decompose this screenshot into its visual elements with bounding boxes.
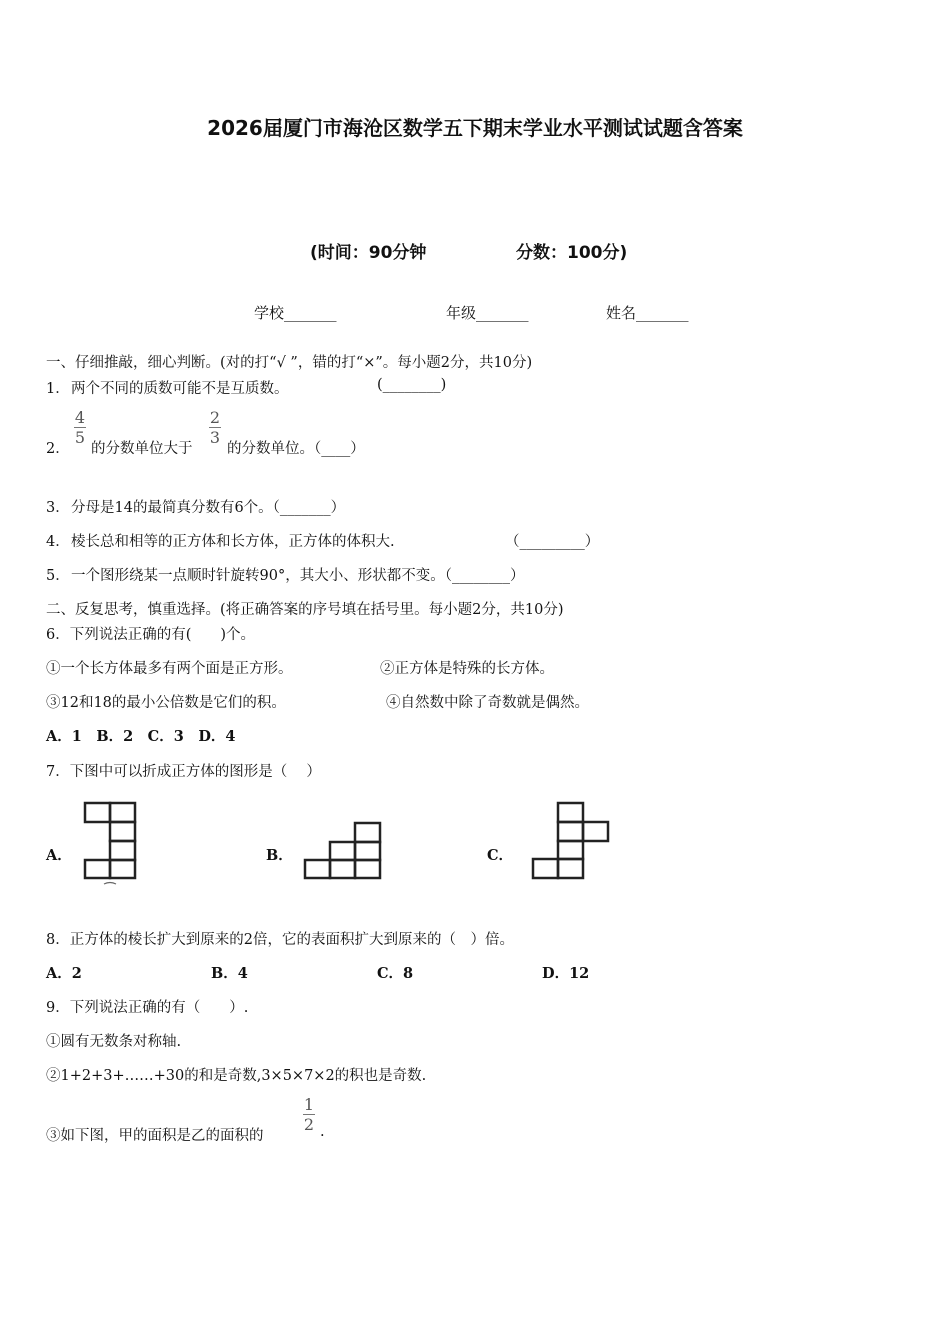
net-square <box>330 842 355 860</box>
net-square <box>330 860 355 878</box>
net-square <box>110 860 135 878</box>
q2-number: 2． <box>46 441 70 457</box>
q8-option-d: D．12 <box>542 965 590 982</box>
net-square <box>355 823 380 842</box>
q4-number: 4． <box>46 534 70 550</box>
q7-option-c-label: C． <box>487 847 514 864</box>
q9-fraction <box>302 1096 316 1135</box>
q3-text: 分母是14的最简真分数有6个。（_______） <box>71 500 346 516</box>
scan-mark <box>104 883 116 885</box>
q9-statement-2: ②1+2+3+……+30的和是奇数,3×5×7×2的积也是奇数. <box>46 1068 427 1084</box>
q9-stem: 9．下列说法正确的有（ ）. <box>46 1000 249 1016</box>
fraction-denominator: 3 <box>209 428 221 447</box>
net-square <box>583 822 608 841</box>
q6-stem: 6．下列说法正确的有( )个。 <box>46 627 256 643</box>
q7-option-b-label: B． <box>266 847 293 864</box>
school-field: 学校_______ <box>254 304 337 322</box>
q8-option-c: C．8 <box>377 965 414 982</box>
q2-text-mid: 的分数单位大于 <box>91 441 193 457</box>
section1-heading: 一、仔细推敲，细心判断。(对的打“√ ”，错的打“×”。每小题2分，共10分) <box>46 355 533 371</box>
q6-statement-3: ③12和18的最小公倍数是它们的积。 <box>46 695 286 711</box>
net-square <box>558 822 583 841</box>
page-title: 2026届厦门市海沧区数学五下期末学业水平测试试题含答案 <box>207 116 743 140</box>
q1-text: 两个不同的质数可能不是互质数。 <box>71 381 289 397</box>
q8-option-b: B．4 <box>211 965 248 982</box>
q4-blank: （_________） <box>505 534 600 550</box>
q9-statement-1: ①圆有无数条对称轴. <box>46 1034 182 1050</box>
net-square <box>110 841 135 860</box>
net-square <box>355 842 380 860</box>
q5-number: 5． <box>46 568 70 584</box>
q9-statement-3: ③如下图，甲的面积是乙的面积的 <box>46 1128 264 1144</box>
fraction-numerator: 1 <box>303 1095 315 1114</box>
net-square <box>85 860 110 878</box>
fraction-denominator: 5 <box>74 428 86 447</box>
q6-statement-4: ④自然数中除了奇数就是偶然。 <box>386 695 589 711</box>
net-square <box>355 860 380 878</box>
q2-fraction-2 <box>208 409 222 448</box>
q2-fraction-1 <box>73 409 87 448</box>
net-square <box>558 803 583 822</box>
q7-option-a-label: A． <box>46 847 72 864</box>
q6-statement-1: ①一个长方体最多有两个面是正方形。 <box>46 661 293 677</box>
q6-options: A．1 B．2 C．3 D．4 <box>46 728 236 745</box>
q3-number: 3． <box>46 500 70 516</box>
q8-option-a: A．2 <box>46 965 82 982</box>
q9-statement-3-end: . <box>320 1124 325 1140</box>
q1-blank: (________) <box>377 377 447 393</box>
net-square <box>85 803 110 822</box>
q7-net-c-figure <box>530 800 612 882</box>
section2-heading: 二、反复思考，慎重选择。(将正确答案的序号填在括号里。每小题2分，共10分) <box>46 602 564 618</box>
net-square <box>558 841 583 859</box>
q7-net-b-figure <box>302 820 384 882</box>
net-square <box>533 859 558 878</box>
exam-time: (时间：90分钟 <box>310 243 427 263</box>
q8-stem: 8．正方体的棱长扩大到原来的2倍，它的表面积扩大到原来的（ ）倍。 <box>46 932 514 948</box>
q7-net-a-figure <box>82 800 140 888</box>
q1-number: 1． <box>46 381 70 397</box>
net-square <box>558 859 583 878</box>
fraction-numerator: 2 <box>209 408 221 427</box>
q6-statement-2: ②正方体是特殊的长方体。 <box>380 661 554 677</box>
q2-text-tail: 的分数单位。（____） <box>227 441 365 457</box>
net-square <box>305 860 330 878</box>
fraction-numerator: 4 <box>74 408 86 427</box>
net-square <box>110 822 135 841</box>
grade-field: 年级_______ <box>446 304 529 322</box>
q5-text: 一个图形绕某一点顺时针旋转90°，其大小、形状都不变。（________） <box>71 568 525 584</box>
fraction-denominator: 2 <box>303 1115 315 1134</box>
net-square <box>110 803 135 822</box>
q7-stem: 7．下图中可以折成正方体的图形是（ ） <box>46 764 321 780</box>
name-field: 姓名_______ <box>606 304 689 322</box>
exam-score: 分数：100分) <box>516 243 628 263</box>
q4-text: 棱长总和相等的正方体和长方体，正方体的体积大. <box>71 534 395 550</box>
